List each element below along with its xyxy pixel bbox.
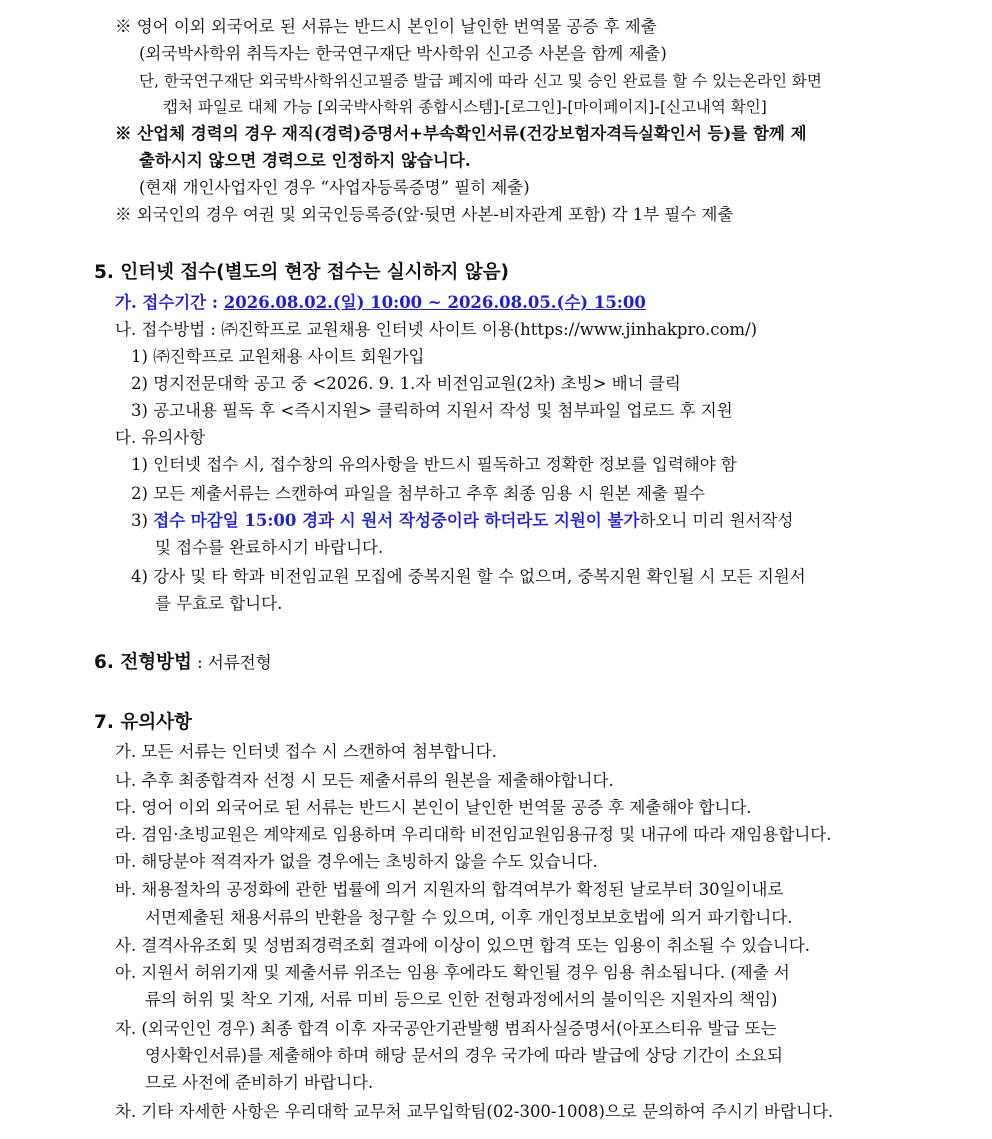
notice-item-7: 사. 결격사유조회 및 성범죄경력조회 결과에 이상이 있으면 합격 또는 임용이 취소될 수 있습니다. xyxy=(115,936,811,955)
precaution-3 xyxy=(131,511,793,531)
notice-item-9: 자. (외국인인 경우) 최종 합격 이후 자국공안기관발행 범죄사실증명서(아포스티유 발급 또는 xyxy=(115,1019,777,1038)
notice-item-10: 차. 기타 자세한 사항은 우리대학 교무처 교무입학팀(02-300-1008)으로 문의하여 주시기 바랍니다. xyxy=(115,1102,834,1121)
notice-item-8: 아. 지원서 허위기재 및 제출서류 위조는 임용 후에라도 확인될 경우 임용 취소됩니다. (제출 서 xyxy=(115,963,790,982)
method-step-2: 2) 명지전문대학 공고 중 <2026. 9. 1.자 비전임교원(2차) 초빙> 배너 클릭 xyxy=(131,374,681,393)
notice-item-6: 바. 채용절차의 공정화에 관한 법률에 의거 지원자의 합격여부가 확정된 날로부터 30일이내로 xyxy=(115,880,784,899)
application-period-label: 가. 접수기간 : xyxy=(115,293,224,312)
section-7-title: 7. 유의사항 xyxy=(94,712,192,733)
notice-item-4: 라. 겸임·초빙교원은 계약제로 임용하며 우리대학 비전임교원임용규정 및 내규에 따라 재임용합니다. xyxy=(115,825,832,844)
precaution-4-cont: 를 무효로 합니다. xyxy=(155,594,283,613)
precaution-3-cont: 및 접수를 완료하시기 바랍니다. xyxy=(155,538,384,557)
note-business-registration: (현재 개인사업자인 경우 “사업자등록증명” 필히 제출) xyxy=(139,178,530,197)
notice-item-2: 나. 추후 최종합격자 선정 시 모든 제출서류의 원본을 제출해야합니다. xyxy=(115,771,614,790)
note-foreign-language: ※ 영어 이외 외국어로 된 서류는 반드시 본인이 날인한 번역물 공증 후 제출 xyxy=(115,17,657,36)
application-period xyxy=(115,293,646,313)
section-6 xyxy=(94,653,272,673)
note-foreign-doctorate: (외국박사학위 취득자는 한국연구재단 박사학위 신고증 사본을 함께 제출) xyxy=(139,44,667,63)
notice-item-1: 가. 모든 서류는 인터넷 접수 시 스캔하여 첨부합니다. xyxy=(115,742,497,761)
section-6-colon: : xyxy=(191,653,208,672)
precaution-4: 4) 강사 및 타 학과 비전임교원 모집에 중복지원 할 수 없으며, 중복지원 확인될 시 모든 지원서 xyxy=(131,567,806,586)
notice-item-6-cont: 서면제출된 채용서류의 반환을 청구할 수 있으며, 이후 개인정보보호법에 의거 파기합니다. xyxy=(145,908,793,927)
method-step-1: 1) ㈜진학프로 교원채용 사이트 회원가입 xyxy=(131,347,425,366)
notice-item-3: 다. 영어 이외 외국어로 된 서류는 반드시 본인이 날인한 번역물 공증 후 제출해야 합니다. xyxy=(115,798,752,817)
notice-item-9-cont: 영사확인서류)를 제출해야 하며 해당 문서의 경우 국가에 따라 발급에 상당 기간이 소요되 xyxy=(145,1046,783,1065)
precaution-3-rest: 하오니 미리 원서작성 xyxy=(639,511,794,530)
note-foreigner-passport: ※ 외국인의 경우 여권 및 외국인등록증(앞·뒷면 사본-비자관계 포함) 각 1부 필수 제출 xyxy=(115,205,734,224)
precaution-2: 2) 모든 제출서류는 스캔하여 파일을 첨부하고 추후 최종 임용 시 원본 제출 필수 xyxy=(131,484,705,503)
precaution-1: 1) 인터넷 접수 시, 접수창의 유의사항을 반드시 필독하고 정확한 정보를 입력해야 함 xyxy=(131,455,737,474)
section-5-title: 5. 인터넷 접수(별도의 현장 접수는 실시하지 않음) xyxy=(94,262,510,283)
note-industry-career: ※ 산업체 경력의 경우 재직(경력)증명서+부속확인서류(건강보험자격득실확인서 등)를 함께 제 xyxy=(115,124,807,143)
application-period-value: 2026.08.02.(일) 10:00 ~ 2026.08.05.(수) 15:00 xyxy=(223,293,646,312)
precautions-heading: 다. 유의사항 xyxy=(115,428,206,447)
section-6-value: 서류전형 xyxy=(207,653,272,672)
note-industry-career-cont: 출하시지 않으면 경력으로 인정하지 않습니다. xyxy=(139,151,471,170)
note-online-capture: 단, 한국연구재단 외국박사학위신고필증 발급 폐지에 따라 신고 및 승인 완료를 할 수 있는온라인 화면 xyxy=(139,72,822,90)
precaution-3-deadline-warning: 접수 마감일 15:00 경과 시 원서 작성중이라 하더라도 지원이 불가 xyxy=(153,511,640,530)
notice-item-8-cont: 류의 허위 및 착오 기재, 서류 미비 등으로 인한 전형과정에서의 불이익은 지원자의 책임) xyxy=(145,990,778,1009)
method-step-3: 3) 공고내용 필독 후 <즉시지원> 클릭하여 지원서 작성 및 첨부파일 업로드 후 지원 xyxy=(131,401,733,420)
application-method: 나. 접수방법 : ㈜진학프로 교원채용 인터넷 사이트 이용(https://www.jinhakpro.com/) xyxy=(115,320,758,339)
section-6-title: 6. 전형방법 xyxy=(94,652,192,673)
notice-item-5: 마. 해당분야 적격자가 없을 경우에는 초빙하지 않을 수도 있습니다. xyxy=(115,852,598,871)
note-online-capture-cont: 캡처 파일로 대체 가능 [외국박사학위 종합시스템]-[로그인]-[마이페이지]-[신고내역 확인] xyxy=(163,98,767,116)
precaution-3-number: 3) xyxy=(131,511,154,530)
notice-item-9-cont2: 므로 사전에 준비하기 바랍니다. xyxy=(145,1073,374,1092)
